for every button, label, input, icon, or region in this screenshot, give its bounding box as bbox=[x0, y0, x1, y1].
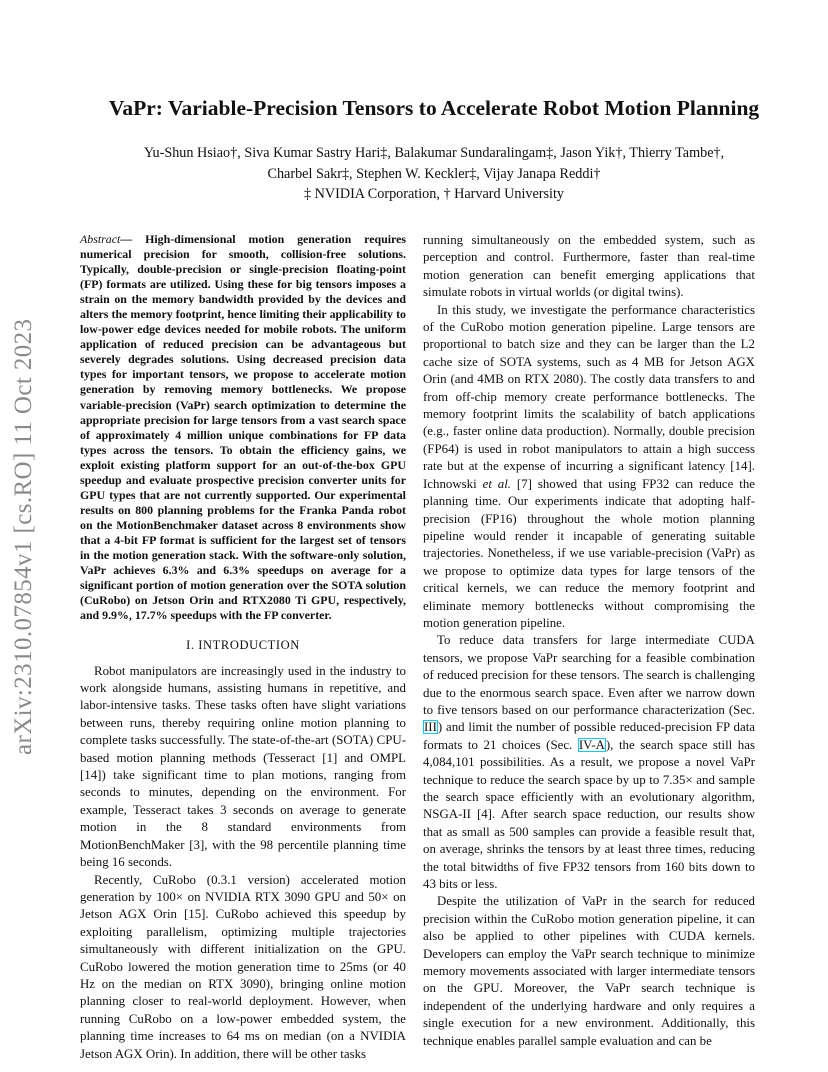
author-line-1: Yu-Shun Hsiao†, Siva Kumar Sastry Hari‡, Balakumar Sundaralingam‡, Jason Yik†, Thierry Tambe†, bbox=[143, 145, 725, 161]
p3-text-b: [7] showed that using FP32 can reduce the planning time. Our experiments indicate that adopting half-precision (FP16) throughout the whole motion planning pipeline would render it incapable of generating suitable trajectories. Nonetheless, if we use variable-precision (VaPr) as we propose to optimize data types for large tensors of the critical kernels, we can reduce the memory footprint and eliminate memory bottlenecks without compromising the motion generation pipeline. bbox=[423, 476, 755, 630]
intro-paragraph-4 bbox=[423, 632, 755, 893]
left-column bbox=[80, 232, 406, 1063]
intro-paragraph-5: Despite the utilization of VaPr in the search for reduced precision within the CuRobo motion generation pipeline, it can also be applied to other pipelines with CUDA kernels. Developers can employ the VaPr search technique to minimize memory movements associated with larger intermediate tensors on the GPU. Moreover, the VaPr search technique is independent of the underlying hardware and only requires a single execution for a new environment. Additionally, this technique enables parallel sample evaluation and can be bbox=[423, 894, 755, 1048]
author-block bbox=[60, 143, 808, 205]
section-heading-introduction: I. INTRODUCTION bbox=[186, 638, 300, 653]
affiliation-line: ‡ NVIDIA Corporation, † Harvard University bbox=[303, 186, 565, 202]
intro-paragraph-2: Recently, CuRobo (0.3.1 version) accelerated motion generation by 100× on NVIDIA RTX 3090 GPU and 50× on Jetson AGX Orin [15]. CuRobo achieved this speedup by exploiting parallelism, optimizing multiple trajectories simultaneously with different initialization on the GPU. CuRobo lowered the motion generation time to 25ms (or 40 Hz on the median on RTX 3090), bringing online motion planning closer to real-world deployment. However, when running CuRobo on a low-power embedded system, the planning time increases to 64 ms on median (on a NVIDIA Jetson AGX Orin). In addition, there will be other tasks bbox=[80, 872, 406, 1061]
intro-paragraph-3 bbox=[423, 302, 755, 633]
abstract bbox=[80, 232, 406, 623]
section-ref-link-iii[interactable]: III bbox=[424, 720, 437, 735]
intro-paragraph-continued: running simultaneously on the embedded system, such as perception and control. Furthermore, faster than real-time motion generation can benefit emerging applications that simulate robots in virtual worlds (or digital twins). bbox=[423, 233, 755, 300]
p4-text-c: ), the search space still has 4,084,101 possibilities. As a result, we propose a novel VaPr technique to reduce the search space by up to 7.35× and sample the search space efficiently with an evolutionary algorithm, NSGA-II [4]. After search space reduction, our results show that as small as 500 samples can provide a feasible result that, on average, shrinks the tensors by at least three times, reducing the total bitwidths of five FP32 tensors from 160 bits down to 43 bits or less. bbox=[423, 737, 755, 892]
p4-text-a: To reduce data transfers for large intermediate CUDA tensors, we propose VaPr searching for a feasible combination of reduced precision for these tensors. The search is challenging due to the enormous search space. Even after we narrow down to five tensors based on our performance characterization (Sec. bbox=[423, 633, 755, 717]
arxiv-stamp: arXiv:2310.07854v1 [cs.RO] 11 Oct 2023 bbox=[10, 318, 37, 755]
p4-text-b: ) and limit the number of possible reduced-precision FP data formats to 21 choices (Sec. bbox=[423, 720, 755, 752]
p3-text-a: In this study, we investigate the performance characteristics of the CuRobo motion generation pipeline. Large tensors are proportional to batch size and they can be larger than the L2 cache size of SOTA systems, such as 4 MB for Jetson AGX Orin (and 4MB on RTX 2080). The costly data transfers to and from off-chip memory create performance bottlenecks. The memory footprint limits the scalability of batch applications (e.g., faster online data production). Normally, double precision (FP64) is used in robot manipulators to attain a high success rate but at the expense of incurring a significant latency [14]. Ichnowski bbox=[423, 302, 755, 491]
paper-title: VaPr: Variable-Precision Tensors to Accelerate Robot Motion Planning bbox=[108, 96, 760, 120]
intro-paragraph-1: Robot manipulators are increasingly used in the industry to work alongside humans, assisting humans in repetitive, and labor-intensive tasks. These tasks often have slight variations between runs, thereby requiring online motion planning to complete tasks successfully. The state-of-the-art (SOTA) CPU-based motion planning methods (Tesseract [1] and OMPL [14]) take significant time to plan motions, ranging from seconds to minutes, depending on the environment. For example, Tesseract takes 3 seconds on average to generate motion in the 8 standard environments from MotionBenchMaker [3], with the 98 percentile planning time being 16 seconds. bbox=[80, 663, 406, 870]
abstract-text: — High-dimensional motion generation requires numerical precision for smooth, collision-free solutions. Typically, double-precision or single-precision floating-point (FP) formats are utilized. Using these for big tensors imposes a strain on the memory bandwidth provided by the devices and alters the memory footprint, hence limiting their applicability to low-power edge devices needed for mobile robots. The uniform application of reduced precision can be advantageous but severely degrades solutions. Using decreased precision data types for important tensors, we propose to accelerate motion generation by removing memory bottlenecks. We propose variable-precision (VaPr) search optimization to determine the appropriate precision for large tensors from a vast search space of approximately 4 million unique combinations for FP data types across the tensors. To obtain the efficiency gains, we exploit existing platform support for an out-of-the-box GPU speedup and evaluate prospective precision converter units for GPU types that are not currently supported. Our experimental results on 800 planning problems for the Franka Panda robot on the MotionBenchmaker dataset across 8 environments show that a 4-bit FP format is sufficient for the largest set of tensors in the motion generation stack. With the software-only solution, VaPr achieves 6.3% and 6.3% speedups on average for a significant portion of motion generation over the SOTA solution (CuRobo) on Jetson Orin and RTX2080 Ti GPU, respectively, and 9.9%, 17.7% speedups with the FP converter. bbox=[80, 232, 406, 623]
abstract-label: Abstract bbox=[80, 232, 121, 246]
section-ref-link-iv-a[interactable]: IV-A bbox=[578, 737, 605, 752]
p3-et-al: et al. bbox=[482, 476, 512, 491]
author-line-2: Charbel Sakr‡, Stephen W. Keckler‡, Vijay Janapa Reddi† bbox=[267, 165, 601, 182]
right-column bbox=[423, 232, 755, 1050]
